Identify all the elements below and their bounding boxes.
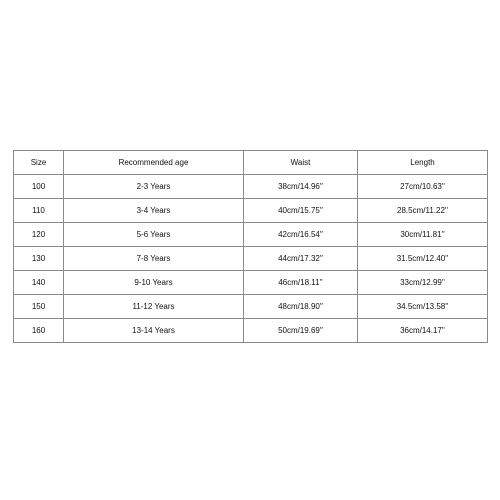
- table-header-row: [14, 151, 488, 175]
- cell-size: 130: [14, 247, 64, 271]
- size-chart-table: [13, 150, 488, 343]
- cell-recommended-age: 3-4 Years: [64, 199, 244, 223]
- header-recommended-age: Recommended age: [64, 151, 244, 175]
- cell-length: 33cm/12.99'': [358, 271, 488, 295]
- cell-recommended-age: 7-8 Years: [64, 247, 244, 271]
- table-row: [14, 223, 488, 247]
- cell-recommended-age: 11-12 Years: [64, 295, 244, 319]
- cell-waist: 40cm/15.75'': [244, 199, 358, 223]
- cell-length: 36cm/14.17'': [358, 319, 488, 343]
- cell-waist: 46cm/18.11'': [244, 271, 358, 295]
- cell-length: 27cm/10.63'': [358, 175, 488, 199]
- header-length: Length: [358, 151, 488, 175]
- cell-size: 160: [14, 319, 64, 343]
- table-row: [14, 319, 488, 343]
- cell-waist: 48cm/18.90'': [244, 295, 358, 319]
- cell-waist: 50cm/19.69'': [244, 319, 358, 343]
- header-size: Size: [14, 151, 64, 175]
- header-waist: Waist: [244, 151, 358, 175]
- cell-recommended-age: 5-6 Years: [64, 223, 244, 247]
- cell-size: 120: [14, 223, 64, 247]
- cell-length: 34.5cm/13.58'': [358, 295, 488, 319]
- cell-waist: 38cm/14.96'': [244, 175, 358, 199]
- cell-size: 100: [14, 175, 64, 199]
- cell-size: 150: [14, 295, 64, 319]
- cell-length: 28.5cm/11.22'': [358, 199, 488, 223]
- table-row: [14, 295, 488, 319]
- cell-recommended-age: 2-3 Years: [64, 175, 244, 199]
- cell-recommended-age: 13-14 Years: [64, 319, 244, 343]
- cell-length: 30cm/11.81'': [358, 223, 488, 247]
- cell-size: 140: [14, 271, 64, 295]
- cell-recommended-age: 9-10 Years: [64, 271, 244, 295]
- cell-size: 110: [14, 199, 64, 223]
- table-row: [14, 175, 488, 199]
- table-row: [14, 247, 488, 271]
- cell-length: 31.5cm/12.40'': [358, 247, 488, 271]
- table-row: [14, 199, 488, 223]
- cell-waist: 42cm/16.54'': [244, 223, 358, 247]
- cell-waist: 44cm/17.32'': [244, 247, 358, 271]
- table-row: [14, 271, 488, 295]
